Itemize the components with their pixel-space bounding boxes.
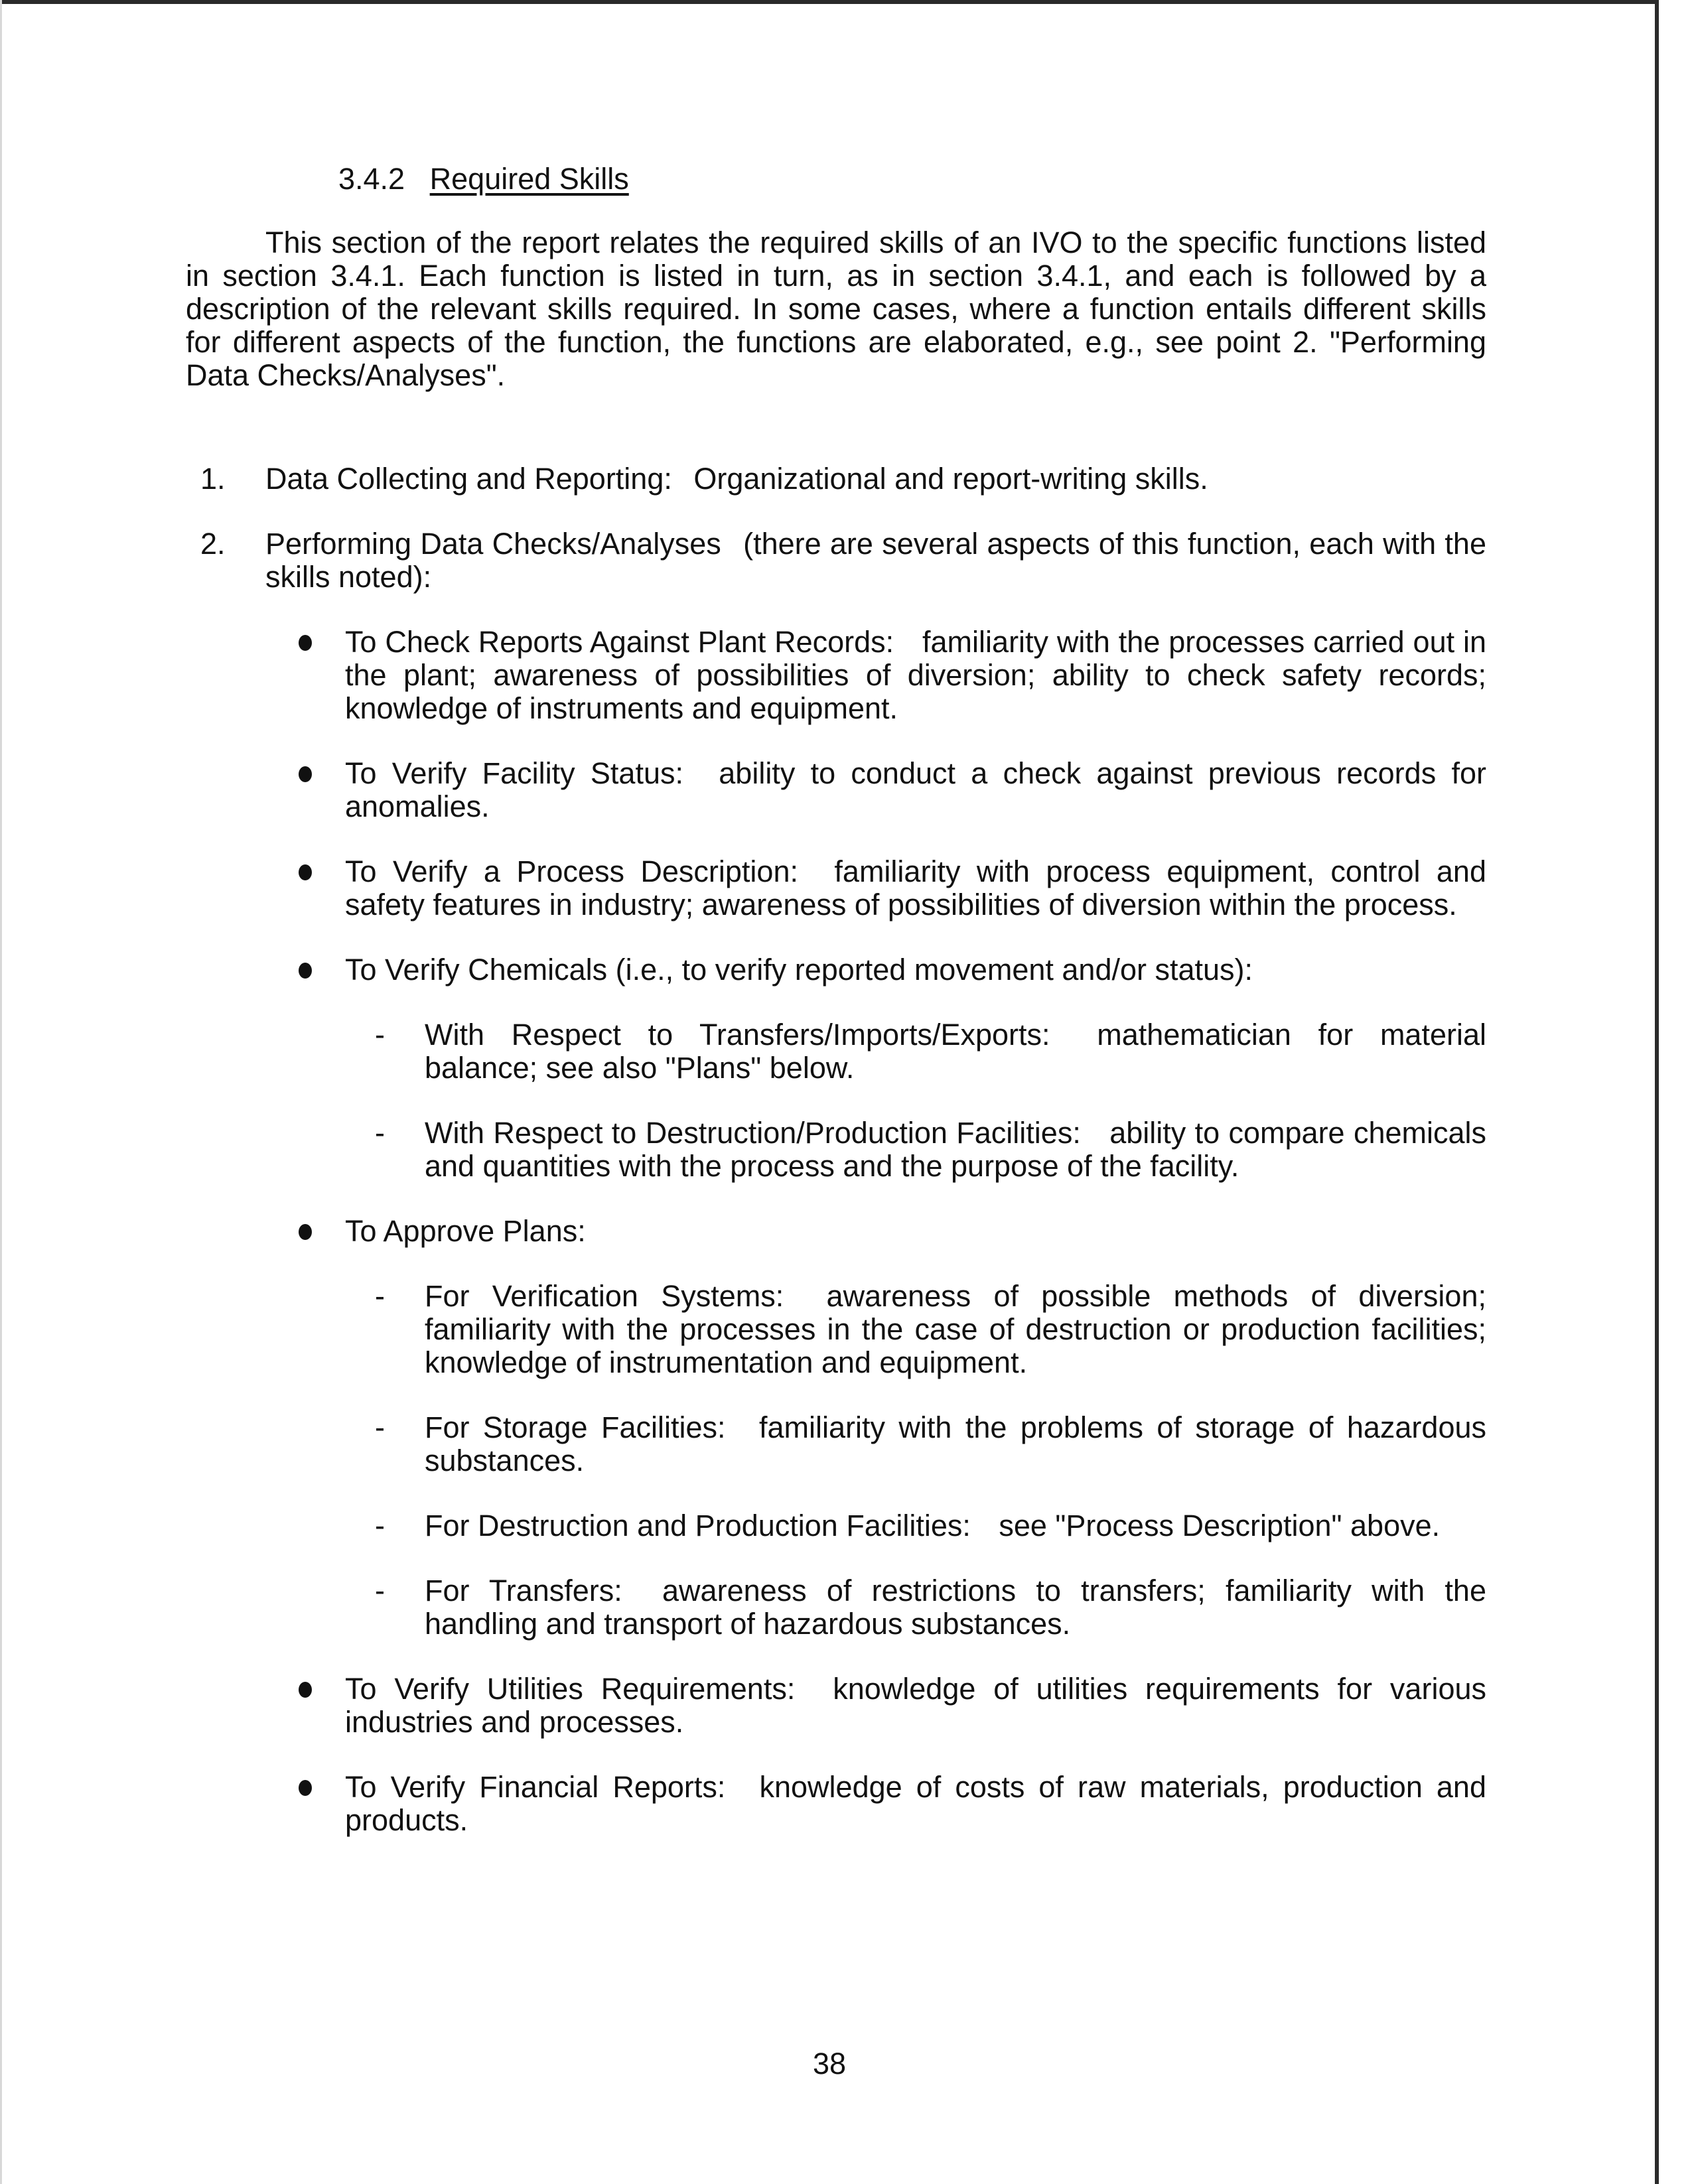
item-body [265,527,1486,594]
item-text: Organizational and report-writing skills. [693,462,1208,496]
item-label: Data Collecting and Reporting: [265,462,672,496]
numbered-item-2 [186,527,1486,594]
page-left-edge [0,0,2,2184]
sub-list [186,1018,1486,1183]
sub-item-label: For Destruction and Production Facilities: [425,1509,971,1542]
bullet-icon [299,1682,312,1698]
bullet-label: To Check Reports Against Plant Records: [345,625,894,659]
sub-item-label: With Respect to Transfers/Imports/Exports: [425,1018,1050,1052]
bullet-item [186,1771,1486,1837]
bullet-item [186,1215,1486,1641]
dash-icon: - [375,1410,385,1444]
sub-item-text: familiarity with the problems of storage of hazardous substances. [425,1410,1486,1477]
sub-item-label: For Transfers: [425,1574,622,1607]
bullet-item [186,626,1486,725]
sub-item [186,1411,1486,1477]
bullet-item [186,757,1486,823]
bullet-label: To Verify Chemicals (i.e., to verify reported movement and/or status): [345,953,1253,987]
section-number: 3.4.2 [338,162,405,196]
bullet-label: To Approve Plans: [345,1214,586,1248]
bullet-text: knowledge of utilities requirements for various industries and processes. [345,1672,1486,1739]
bullet-text: familiarity with process equipment, control and safety features in industry; awareness of possibilities of diversion within the process. [345,854,1486,921]
bullet-label: To Verify Facility Status: [345,756,683,790]
bullet-label: To Verify Utilities Requirements: [345,1672,796,1706]
item-number: 1. [200,462,226,496]
bullet-item [186,953,1486,1183]
sub-item [186,1280,1486,1379]
dash-icon: - [375,1018,385,1052]
dash-icon: - [375,1116,385,1150]
sub-item-text: ability to compare chemicals and quantities with the process and the purpose of the facility. [425,1116,1486,1183]
numbered-item-1 [186,462,1486,496]
bullet-text: ability to conduct a check against previous records for anomalies. [345,756,1486,823]
bullet-icon [299,766,312,782]
bullet-item [186,855,1486,921]
sub-item-text: mathematician for material balance; see also "Plans" below. [425,1018,1486,1085]
bullet-text: familiarity with the processes carried out in the plant; awareness of possibilities of diversion; ability to check safety records; knowledge of instruments and equipment. [345,625,1486,725]
bullet-icon [299,864,312,880]
bullet-text: knowledge of costs of raw materials, production and products. [345,1770,1486,1837]
page-right-edge [1655,0,1659,2184]
dash-icon: - [375,1279,385,1313]
item-number: 2. [200,527,226,561]
bullet-icon [299,635,312,651]
bullet-icon [299,1780,312,1796]
sub-item-label: With Respect to Destruction/Production Facilities: [425,1116,1081,1150]
bullet-icon [299,963,312,979]
sub-item-text: awareness of restrictions to transfers; familiarity with the handling and transport of hazardous substances. [425,1574,1486,1641]
sub-item-label: For Storage Facilities: [425,1410,726,1444]
sub-item-label: For Verification Systems: [425,1279,784,1313]
page-number: 38 [812,2047,847,2081]
sub-item-text: awareness of possible methods of diversion; familiarity with the processes in the case of destruction or production facilities; knowledge of instrumentation and equipment. [425,1279,1486,1379]
dash-icon: - [375,1509,385,1542]
page-top-edge [0,0,1659,4]
item-label: Performing Data Checks/Analyses [265,527,721,561]
sub-item [186,1574,1486,1641]
dash-icon: - [375,1574,385,1607]
bullet-item [186,1672,1486,1739]
section-title: Required Skills [429,162,629,196]
sub-item-text: see "Process Description" above. [999,1509,1441,1542]
intro-paragraph: This section of the report relates the required skills of an IVO to the specific functions listed in section 3.4.1. Each function is listed in turn, as in section 3.4.1, and each is followed by a description of the relevant skills required. In some cases, where a function entails different skills for different aspects of the function, the functions are elaborated, e.g., see point 2. "Performing Data Checks/Analyses". [186,226,1486,392]
bullet-label: To Verify Financial Reports: [345,1770,726,1804]
sub-item [186,1509,1486,1542]
sub-item [186,1018,1486,1085]
document-body [186,163,1486,1869]
bullet-icon [299,1224,312,1240]
sub-list [186,1280,1486,1641]
item-body [265,462,1486,496]
section-heading [338,163,1486,196]
bullet-label: To Verify a Process Description: [345,854,798,888]
item-text: (there are several aspects of this function, each with the skills noted): [265,527,1486,594]
aspect-bullet-list [186,626,1486,1837]
sub-item [186,1117,1486,1183]
